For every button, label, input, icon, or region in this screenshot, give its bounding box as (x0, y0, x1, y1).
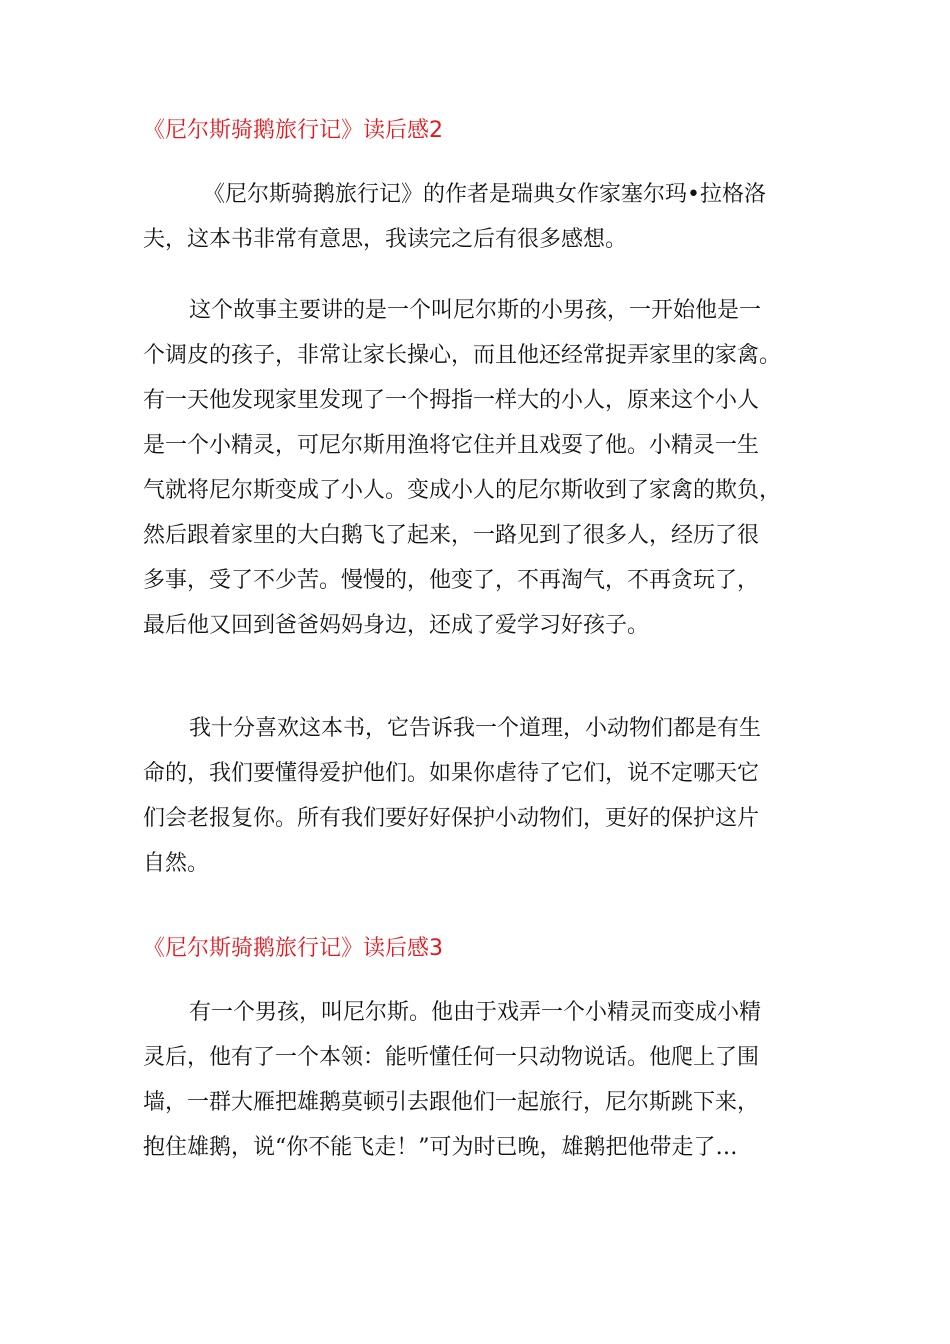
text-line: 墙，一群大雁把雄鹅莫顿引去跟他们一起旅行，尼尔斯跳下来， (143, 1090, 760, 1115)
text-line: 然后跟着家里的大白鹅飞了起来，一路见到了很多人，经历了很 (143, 523, 760, 548)
text-line: 这个故事主要讲的是一个叫尼尔斯的小男孩，一开始他是一 (189, 298, 762, 323)
text-line: 多事，受了不少苦。慢慢的，他变了，不再淘气，不再贪玩了， (143, 568, 760, 593)
text-line: 最后他又回到爸爸妈妈身边，还成了爱学习好孩子。 (143, 613, 650, 638)
text-line: 们会老报复你。所有我们要好好保护小动物们，更好的保护这片 (143, 806, 760, 831)
text-line: 有一天他发现家里发现了一个拇指一样大的小人，原来这个小人 (143, 388, 760, 413)
text-line: 是一个小精灵，可尼尔斯用渔将它住并且戏耍了他。小精灵一生 (143, 433, 760, 458)
text-line: 夫，这本书非常有意思，我读完之后有很多感想。 (143, 227, 628, 252)
paragraph (143, 288, 815, 648)
text-line: 《尼尔斯骑鹅旅行记》的作者是瑞典女作家塞尔玛•拉格洛 (203, 182, 766, 207)
section-heading: 《尼尔斯骑鹅旅行记》读后感3 (143, 936, 443, 961)
text-line: 我十分喜欢这本书，它告诉我一个道理，小动物们都是有生 (189, 716, 762, 741)
section-heading: 《尼尔斯骑鹅旅行记》读后感2 (143, 118, 443, 143)
text-line: 自然。 (143, 851, 210, 876)
text-line: 抱住雄鹅，说“你不能飞走！”可为时已晚，雄鹅把他带走了… (143, 1135, 738, 1160)
paragraph (143, 172, 815, 262)
text-line: 灵后，他有了一个本领：能听懂任何一只动物说话。他爬上了围 (143, 1045, 760, 1070)
text-line: 有一个男孩，叫尼尔斯。他由于戏弄一个小精灵而变成小精 (189, 1000, 762, 1025)
text-line: 命的，我们要懂得爱护他们。如果你虐待了它们，说不定哪天它 (143, 761, 760, 786)
paragraph (143, 990, 815, 1170)
paragraph (143, 706, 815, 886)
text-line: 个调皮的孩子，非常让家长操心，而且他还经常捉弄家里的家禽。 (143, 343, 782, 368)
text-line: 气就将尼尔斯变成了小人。变成小人的尼尔斯收到了家禽的欺负， (143, 478, 782, 503)
